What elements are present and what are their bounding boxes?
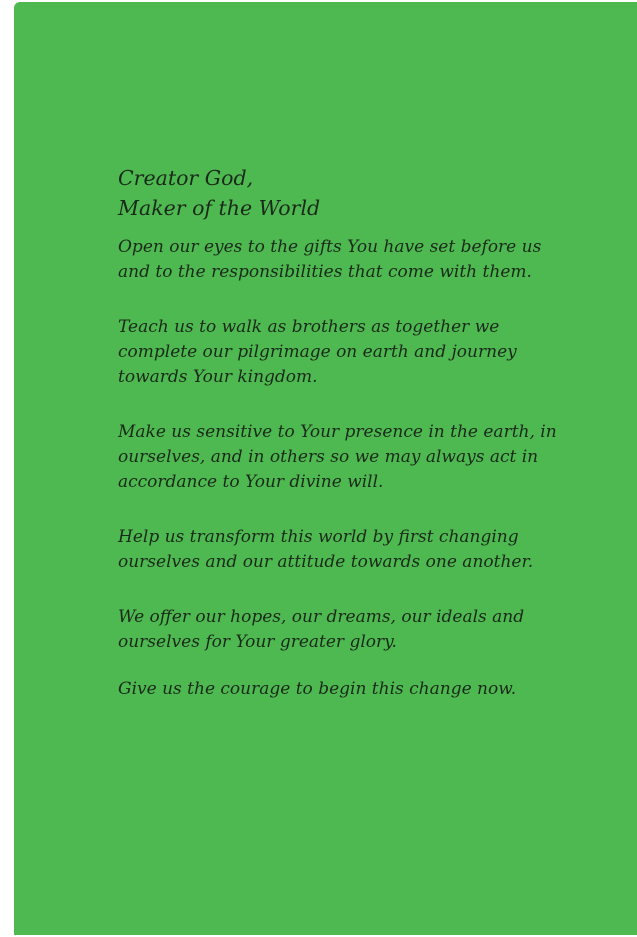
prayer-text (118, 163, 558, 732)
paragraph: We offer our hopes, our dreams, our ideals and ourselves for Your greater glory. (118, 607, 525, 652)
title-line-2: Maker of the World (118, 196, 321, 220)
prayer-title (118, 163, 558, 223)
title-line-1: Creator God, (118, 166, 254, 190)
paragraph: Give us the courage to begin this change now. (118, 679, 517, 699)
paragraph: Teach us to walk as brothers as together we complete our pilgrimage on earth and journey towards Your kingdom. (118, 317, 517, 387)
paragraph: Open our eyes to the gifts You have set before us and to the responsibilities that come with them. (118, 237, 542, 282)
paragraph: Make us sensitive to Your presence in the earth, in ourselves, and in others so we may always act in accordance to Your divine will. (118, 422, 557, 492)
paragraph: Help us transform this world by first changing ourselves and our attitude towards one another. (118, 527, 534, 572)
